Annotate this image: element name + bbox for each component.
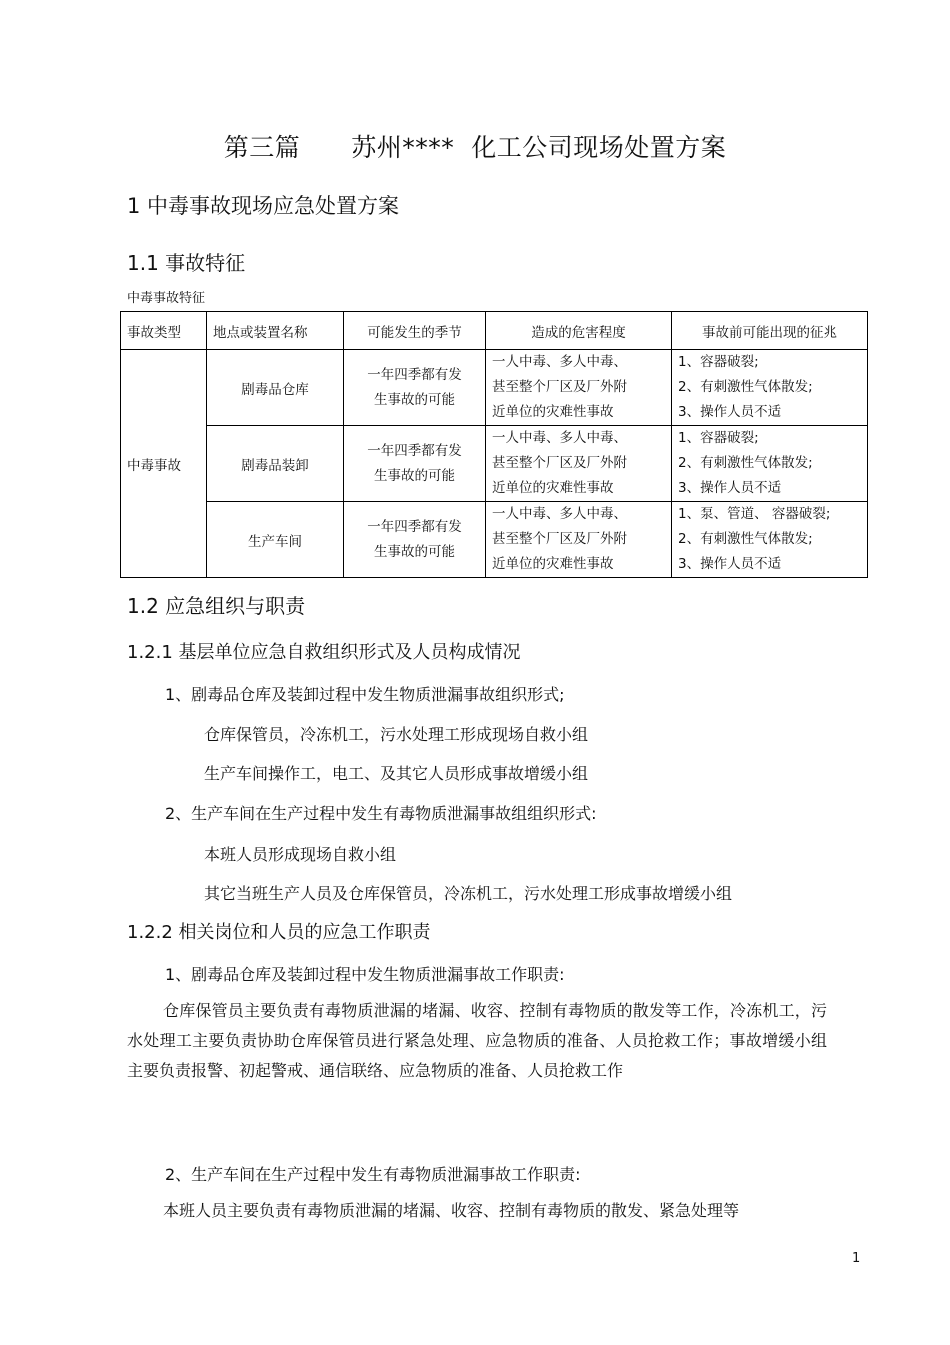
sign-line: 1、泵、管道、 容器破裂; — [678, 506, 831, 522]
header-harm: 造成的危害程度 — [486, 312, 672, 350]
org-item-2-a: 本班人员形成现场自救小组 — [204, 845, 397, 864]
section-heading-1-2-2: 1.2.2 相关岗位和人员的应急工作职责 — [127, 922, 431, 943]
sign-line: 3、操作人员不适 — [678, 556, 782, 572]
sign-line: 1、容器破裂; — [678, 354, 759, 370]
harm-cell — [486, 350, 672, 426]
location-cell: 剧毒品仓库 — [207, 350, 344, 426]
header-signs: 事故前可能出现的征兆 — [672, 312, 868, 350]
section-heading-1-1: 1.1 事故特征 — [127, 251, 246, 275]
harm-line: 近单位的灾难性事故 — [492, 480, 614, 496]
sign-line: 2、有刺激性气体散发; — [678, 531, 813, 547]
accident-feature-table — [120, 311, 868, 578]
season-line: 生事故的可能 — [374, 391, 455, 408]
sign-line: 2、有刺激性气体散发; — [678, 455, 813, 471]
season-line: 生事故的可能 — [374, 543, 455, 560]
harm-cell — [486, 426, 672, 502]
harm-line: 甚至整个厂区及厂外附 — [492, 379, 627, 395]
sign-line: 1、容器破裂; — [678, 430, 759, 446]
section-heading-1-2-1: 1.2.1 基层单位应急自救组织形式及人员构成情况 — [127, 642, 521, 663]
duty-item-1-paragraph: 仓库保管员主要负责有毒物质泄漏的堵漏、收容、控制有毒物质的散发等工作，冷冻机工，污水处理工主要负责协助仓库保管员进行紧急处理、应急物质的准备、人员抢救工作；事故增缓小组主要负责报警、初起警戒、通信联络、应急物质的准备、人员抢救工作 — [127, 1001, 827, 1080]
harm-line: 一人中毒、多人中毒、 — [492, 506, 627, 522]
season-line: 一年四季都有发 — [367, 366, 462, 383]
season-cell — [344, 350, 486, 426]
table-row — [121, 502, 868, 578]
duty-item-1: 1、剧毒品仓库及装卸过程中发生物质泄漏事故工作职责: — [165, 965, 565, 984]
table-header-row — [121, 312, 868, 350]
duty-item-2: 2、生产车间在生产过程中发生有毒物质泄漏事故工作职责: — [165, 1165, 581, 1184]
season-line: 一年四季都有发 — [367, 518, 462, 535]
org-item-1-a: 仓库保管员，冷冻机工，污水处理工形成现场自救小组 — [204, 725, 589, 744]
table-row — [121, 350, 868, 426]
header-location: 地点或装置名称 — [207, 312, 344, 350]
location-cell: 生产车间 — [207, 502, 344, 578]
signs-cell — [672, 350, 868, 426]
accident-type-cell: 中毒事故 — [121, 350, 207, 578]
org-item-2: 2、生产车间在生产过程中发生有毒物质泄漏事故组组织形式: — [165, 804, 597, 823]
harm-line: 近单位的灾难性事故 — [492, 404, 614, 420]
org-item-1-b: 生产车间操作工，电工、及其它人员形成事故增缓小组 — [204, 764, 589, 783]
header-season: 可能发生的季节 — [344, 312, 486, 350]
sign-line: 2、有刺激性气体散发; — [678, 379, 813, 395]
section-heading-1: 1 中毒事故现场应急处置方案 — [127, 194, 400, 218]
season-cell — [344, 426, 486, 502]
org-item-2-b: 其它当班生产人员及仓库保管员，冷冻机工，污水处理工形成事故增缓小组 — [204, 884, 733, 903]
harm-cell — [486, 502, 672, 578]
sign-line: 3、操作人员不适 — [678, 480, 782, 496]
page-number: 1 — [852, 1251, 861, 1266]
org-item-1: 1、剧毒品仓库及装卸过程中发生物质泄漏事故组织形式; — [165, 685, 565, 704]
sign-line: 3、操作人员不适 — [678, 404, 782, 420]
harm-line: 甚至整个厂区及厂外附 — [492, 455, 627, 471]
season-line: 生事故的可能 — [374, 467, 455, 484]
harm-line: 一人中毒、多人中毒、 — [492, 354, 627, 370]
location-cell: 剧毒品装卸 — [207, 426, 344, 502]
season-line: 一年四季都有发 — [367, 442, 462, 459]
harm-line: 一人中毒、多人中毒、 — [492, 430, 627, 446]
header-accident-type: 事故类型 — [121, 312, 207, 350]
season-cell — [344, 502, 486, 578]
section-heading-1-2: 1.2 应急组织与职责 — [127, 594, 306, 618]
signs-cell — [672, 426, 868, 502]
table-caption: 中毒事故特征 — [127, 291, 206, 306]
table-row — [121, 426, 868, 502]
harm-line: 甚至整个厂区及厂外附 — [492, 531, 627, 547]
document-title: 第三篇 苏州**** 化工公司现场处置方案 — [223, 133, 727, 162]
harm-line: 近单位的灾难性事故 — [492, 556, 614, 572]
duty-item-2-paragraph: 本班人员主要负责有毒物质泄漏的堵漏、收容、控制有毒物质的散发、紧急处理等 — [163, 1201, 740, 1220]
signs-cell — [672, 502, 868, 578]
